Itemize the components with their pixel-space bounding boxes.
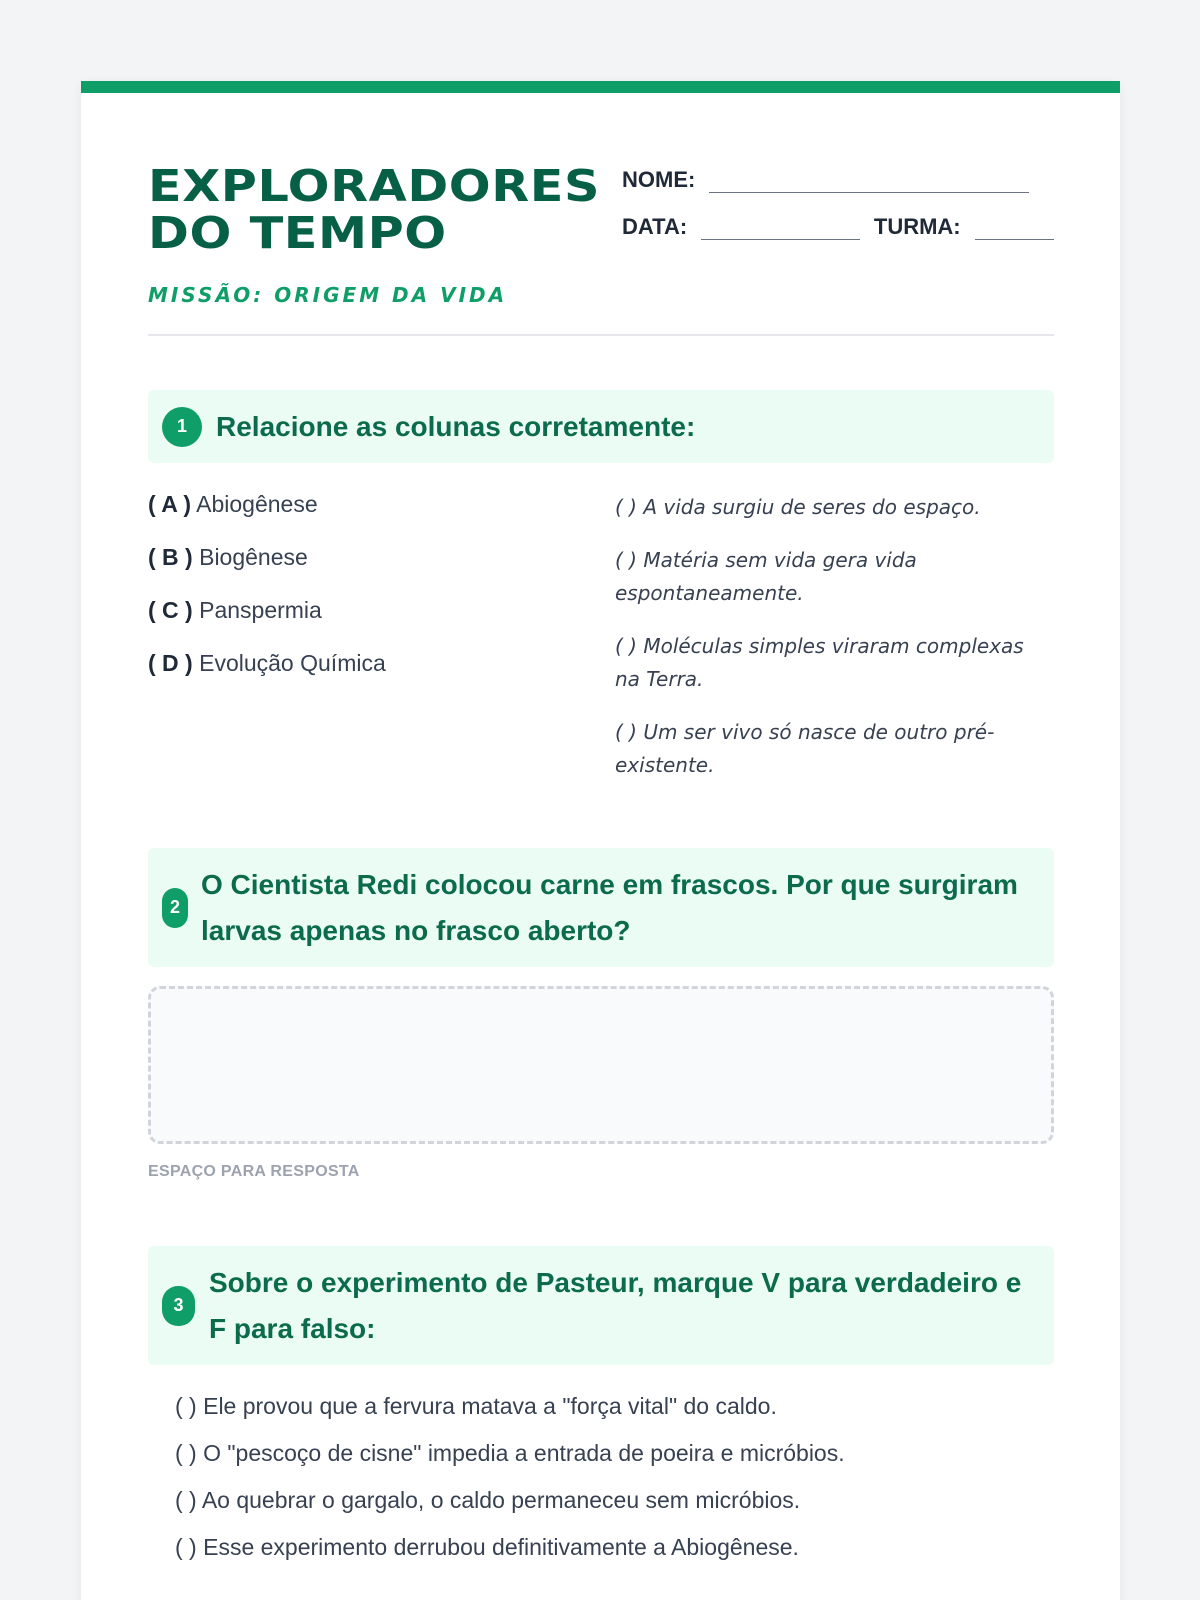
header-divider: [148, 334, 1054, 336]
class-label: TURMA:: [873, 214, 961, 239]
title-line-1: EXPLORADORES: [148, 161, 601, 212]
term-letter: ( A ): [148, 491, 192, 517]
definition-item[interactable]: ( ) A vida surgiu de seres do espaço.: [615, 495, 981, 519]
match-column-definitions: [615, 491, 1035, 802]
term-text: Panspermia: [192, 597, 322, 623]
definition-item[interactable]: ( ) Moléculas simples viraram complexas na Terra.: [615, 634, 1024, 691]
date-class-row: [622, 210, 1054, 240]
match-column-terms: [148, 491, 588, 703]
true-false-item[interactable]: ( ) Ele provou que a fervura matava a "força vital" do caldo.: [175, 1393, 777, 1419]
definition-item[interactable]: ( ) Matéria sem vida gera vida espontaneamente.: [615, 548, 917, 605]
question-2-number: 2: [162, 888, 188, 928]
brand: [148, 163, 608, 307]
worksheet-subtitle: MISSÃO: ORIGEM DA VIDA: [148, 283, 508, 307]
question-1-number: 1: [162, 407, 202, 447]
term-text: Biogênese: [192, 544, 308, 570]
date-label: DATA:: [622, 214, 688, 239]
answer-textarea[interactable]: [148, 986, 1054, 1144]
term-letter: ( D ): [148, 650, 193, 676]
true-false-list: [175, 1393, 1045, 1581]
question-1-header: [148, 390, 1054, 463]
title-line-2: DO TEMPO: [148, 208, 447, 259]
definition-item[interactable]: ( ) Um ser vivo só nasce de outro pré-existente.: [615, 720, 995, 777]
student-info: [622, 163, 1054, 257]
name-field[interactable]: [709, 167, 1029, 193]
true-false-item[interactable]: ( ) O "pescoço de cisne" impedia a entrada de poeira e micróbios.: [175, 1440, 845, 1466]
true-false-item[interactable]: ( ) Esse experimento derrubou definitivamente a Abiogênese.: [175, 1534, 799, 1560]
name-label: NOME:: [622, 167, 696, 192]
term-letter: ( C ): [148, 597, 193, 623]
question-2-title: O Cientista Redi colocou carne em frascos. Por que surgiram larvas apenas no frasco aberto?: [201, 868, 1018, 946]
term-item: [148, 650, 588, 703]
answer-label: ESPAÇO PARA RESPOSTA: [148, 1163, 360, 1180]
name-row: [622, 163, 1054, 193]
date-field[interactable]: [701, 214, 860, 240]
question-1-title: Relacione as colunas corretamente:: [216, 410, 696, 442]
question-3-header: [148, 1246, 1054, 1365]
question-2-header: [148, 848, 1054, 967]
term-letter: ( B ): [148, 544, 193, 570]
term-item: [148, 597, 588, 650]
question-3-number: 3: [162, 1286, 195, 1326]
term-item: [148, 544, 588, 597]
true-false-item[interactable]: ( ) Ao quebrar o gargalo, o caldo permaneceu sem micróbios.: [175, 1487, 801, 1513]
worksheet: [81, 81, 1120, 1600]
term-text: Evolução Química: [192, 650, 386, 676]
question-3-title: Sobre o experimento de Pasteur, marque V para verdadeiro e F para falso:: [209, 1266, 1022, 1344]
worksheet-title: [148, 163, 663, 257]
class-field[interactable]: [975, 214, 1054, 240]
term-text: Abiogênese: [191, 491, 318, 517]
term-item: [148, 491, 588, 544]
